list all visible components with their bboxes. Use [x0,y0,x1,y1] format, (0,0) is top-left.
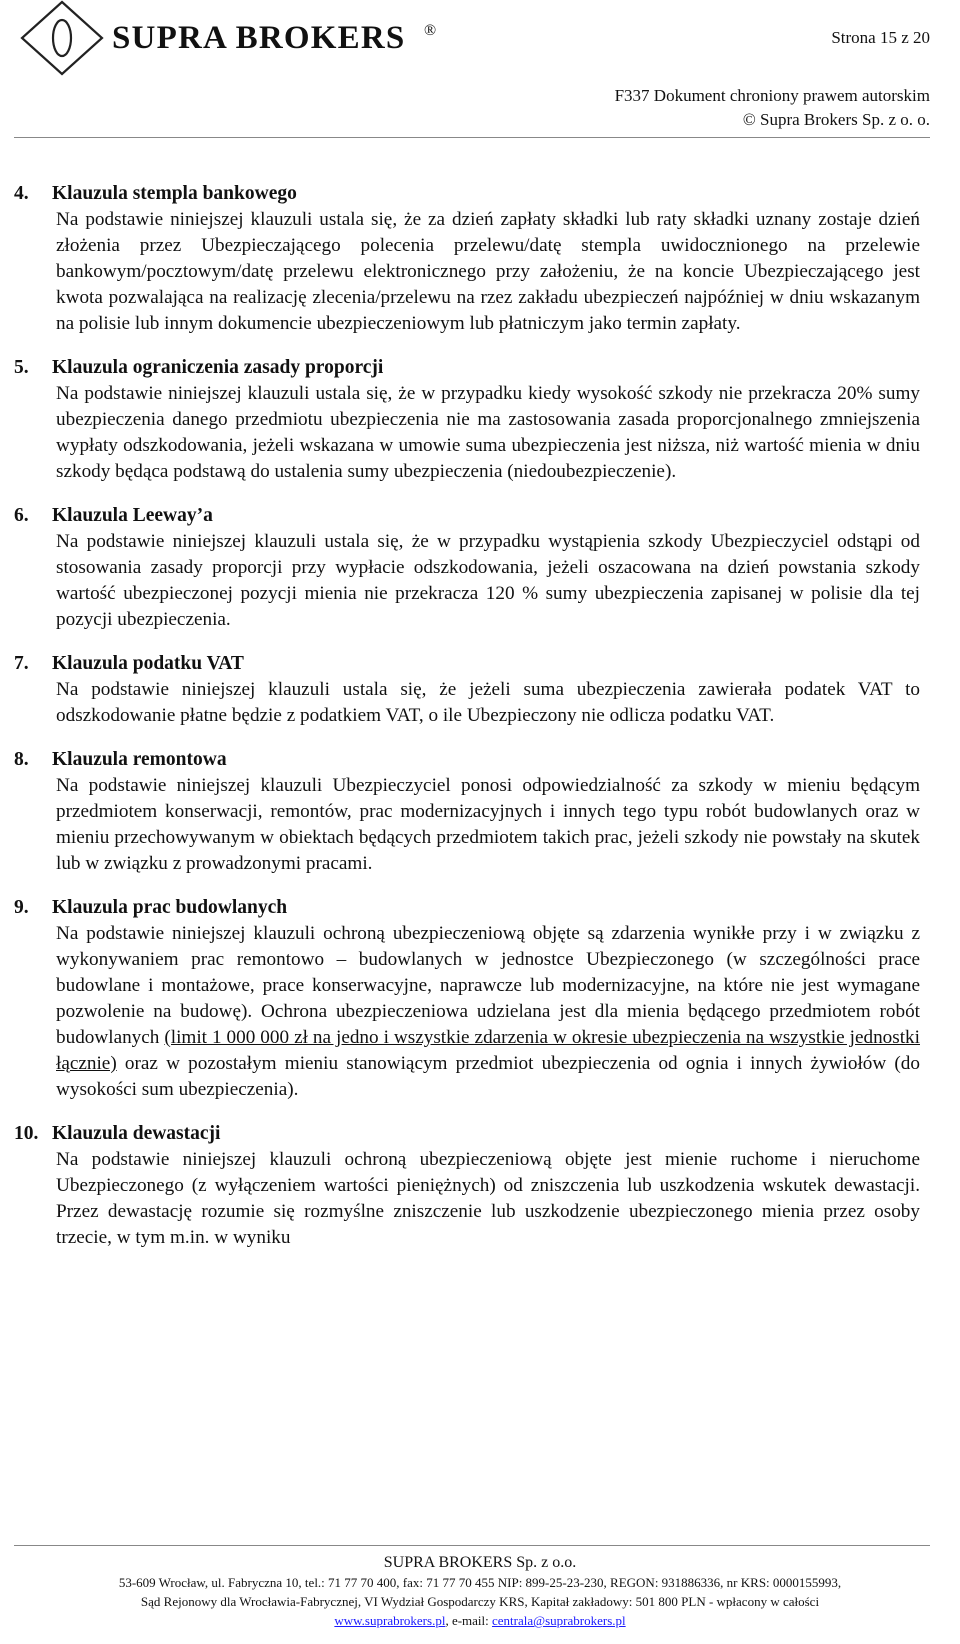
clause-text: Na podstawie niniejszej klauzuli Ubezpieczyciel ponosi odpowiedzialność za szkody w mieniu będącym przedmiotem konserwacji, remontów, prac modernizacyjnych i innych tego typu robót budowlanych oraz w mieniu przechowywanym w obiektach będących przedmiotem takich prac, jeżeli szkody nie powstały na skutek lub w związku z prowadzonymi pracami. [56,775,920,874]
footer-registration: Sąd Rejonowy dla Wrocławia-Fabrycznej, VI Wydział Gospodarczy KRS, Kapitał zakładowy: 501 800 PLN - wpłacony w całości [140,1594,820,1609]
page-number: Strona 15 z 20 [831,28,930,47]
clause-heading [14,894,920,921]
clause-number: 4. [14,183,29,204]
clause-title: Klauzula podatku VAT [52,653,244,674]
clause-10 [14,1120,920,1251]
clause-text-part: Na podstawie niniejszej klauzuli ochroną ubezpieczeniową objęte są zdarzenia wynikłe przy i w związku z wykonywaniem prac remontowo – budowlanych w jednostce Ubezpieczonego (w szczególności prace budowlane i montażowe, prace konserwacyjne, naprawcze lub modernizacyjne, na które nie jest wymagane pozwolenie na budowę). Ochrona ubezpieczeniowa udzielana jest dla mienia będącego przedmiotem robót budowlanych [56,923,920,1048]
clause-heading [14,1120,920,1147]
clause-heading [14,180,920,207]
copyright-owner: © Supra Brokers Sp. z o. o. [742,110,930,129]
clause-title: Klauzula stempla bankowego [52,183,297,204]
clause-text [56,921,920,1103]
email-label: , e-mail: [445,1613,493,1628]
clause-text-part: oraz w pozostałym mieniu stanowiącym przedmiot ubezpieczenia od ognia i innych żywiołów (do wysokości sum ubezpieczenia). [56,1053,920,1100]
document-body [14,180,920,1268]
clause-number: 5. [14,357,29,378]
clause-title: Klauzula prac budowlanych [52,897,288,918]
clause-title: Klauzula dewastacji [52,1123,221,1144]
clause-5 [14,354,920,485]
clause-7 [14,650,920,729]
clause-heading [14,502,920,529]
clause-number: 9. [14,897,29,918]
footer-address: 53-609 Wrocław, ul. Fabryczna 10, tel.: 71 77 70 400, fax: 71 77 70 455 NIP: 899-25-23-230, REGON: 931886336, nr KRS: 0000155993, [118,1575,842,1590]
page-footer [0,1553,960,1630]
clause-6 [14,502,920,633]
clause-number: 7. [14,653,29,674]
clause-4 [14,180,920,337]
underlined-limit-text: (limit 1 000 000 zł na jedno i wszystkie zdarzenia w okresie ubezpieczenia na wszystkie jednostki łącznie) [56,1027,920,1074]
clause-number: 6. [14,505,29,526]
website-link[interactable]: www.suprabrokers.pl [334,1613,446,1628]
clause-text: Na podstawie niniejszej klauzuli ustala się, że jeżeli suma ubezpieczenia zawierała podatek VAT to odszkodowanie płatne będzie z podatkiem VAT, o ile Ubezpieczony nie odlicza podatku VAT. [56,679,920,726]
clause-text: Na podstawie niniejszej klauzuli ustala się, że w przypadku kiedy wysokość szkody nie przekracza 20% sumy ubezpieczenia danego przedmiotu ubezpieczenia nie ma zastosowania zasada proporcjonalnego zmniejszenia wypłaty odszkodowania, jeżeli wskazana w umowie suma ubezpieczenia jest niższa, niż wartość mienia w dniu szkody będąca podstawą do ustalenia sumy ubezpieczenia (niedoubezpieczenie). [56,383,920,482]
document-note [615,84,930,132]
clause-title: Klauzula remontowa [52,749,227,770]
copyright-notice: F337 Dokument chroniony prawem autorskim [614,86,930,105]
clause-heading [14,354,920,381]
registered-mark: ® [424,22,437,39]
clause-text: Na podstawie niniejszej klauzuli ochroną ubezpieczeniową objęte jest mienie ruchome i nieruchome Ubezpieczonego (z wyłączeniem wartości pieniężnych) od zniszczenia lub uszkodzenia wskutek dewastacji. Przez dewastację rozumie się rozmyślne zniszczenie lub uszkodzenie ubezpieczonego mienia przez osoby trzecie, w tym m.in. w wyniku [56,1149,920,1248]
clause-text: Na podstawie niniejszej klauzuli ustala się, że w przypadku wystąpienia szkody Ubezpieczyciel odstąpi od stosowania zasady proporcji przy wypłacie odszkodowania, jeżeli oszacowana na dzień powstania szkody wartość ubezpieczonej pozycji mienia nie przekracza 120 % sumy ubezpieczenia zapisanej w polisie dla tej pozycji ubezpieczenia. [56,531,920,630]
clause-text: Na podstawie niniejszej klauzuli ustala się, że za dzień zapłaty składki lub raty składki uznany zostaje dzień złożenia przez Ubezpieczającego polecenia przelewu/datę stempla uwidocznionego na przelewie bankowym/pocztowym/datę przelewu elektronicznego przy założeniu, że na koncie Ubezpieczającego jest kwota pozwalająca na realizację zlecenia/przelewu na rzez zakładu ubezpieczeń najpóźniej w dniu wskazanym na polisie lub innym dokumencie ubezpieczeniowym lub płatniczym jako termin zapłaty. [56,209,920,334]
clause-9 [14,894,920,1103]
clause-heading [14,746,920,773]
clause-heading [14,650,920,677]
footer-divider [14,1545,930,1546]
email-link[interactable]: centrala@suprabrokers.pl [492,1613,626,1628]
supra-brokers-logo-icon [18,0,106,76]
clause-title: Klauzula ograniczenia zasady proporcji [52,357,384,378]
clause-number: 8. [14,749,29,770]
page-header [0,0,960,140]
footer-company: SUPRA BROKERS Sp. z o.o. [383,1554,577,1571]
clause-title: Klauzula Leeway’a [52,505,213,526]
header-divider [14,137,930,138]
footer-contact [0,1611,960,1630]
clause-number: 10. [14,1123,39,1144]
clause-8 [14,746,920,877]
brand-name: SUPRA BROKERS [112,20,406,56]
